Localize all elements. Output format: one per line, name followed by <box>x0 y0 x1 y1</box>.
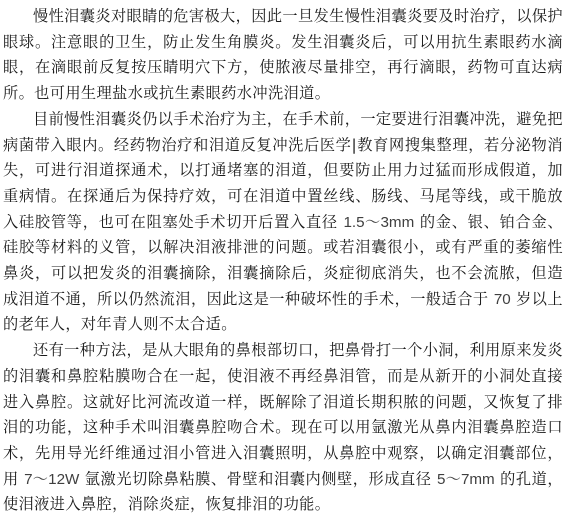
paragraph-3-text-a: 还有一种方法，是从大眼角的鼻根部切口，把鼻骨打一个小洞，利用原来发炎的泪囊和鼻腔粘膜吻合在一起，使泪液不再经鼻泪管，而是从新开的小洞处直接进入鼻腔。这就好比河流改道一样，既解除了泪道长期积脓的问题，又恢复了排泪的功能，这种手术叫泪囊鼻腔吻合术。现在可以用氩激光从鼻内泪囊鼻腔造口术，先用导光纤维通过泪小管进入泪囊照明，从鼻腔中观察，以确定泪囊部位，用 <box>3 341 563 488</box>
article-body <box>0 4 567 518</box>
paragraph-3-text-b: 氩激光切除鼻粘膜、骨壁和泪囊内侧壁，形成直径 <box>79 469 437 488</box>
age-value: 70 <box>493 290 511 308</box>
paragraph-2-text-c: 岁以上的老年人，对年青人则不太合适。 <box>3 289 563 334</box>
paragraph-1 <box>0 4 567 107</box>
paragraph-2-text-b: 的金、银、铂合金、硅胶等材料的义管，以解决泪液排泄的问题。或若泪囊很小，或有严重的萎缩性鼻炎，可以把发炎的泪囊摘除，泪囊摘除后，炎症彻底消失，也不会流脓，但造成泪道不通，所以仍然流泪，因此这是一种破坏性的手术，一般适合于 <box>3 212 563 308</box>
paragraph-3-text-c: 的孔道，使泪液进入鼻腔，消除炎症，恢复排泪的功能。 <box>3 469 563 514</box>
paragraph-3 <box>0 338 567 518</box>
laser-power-value: 7～12W <box>24 470 80 488</box>
paragraph-2-text-a: 目前慢性泪囊炎仍以手术治疗为主，在手术前，一定要进行泪囊冲洗，避免把病菌带入眼内。经药物治疗和泪道反复冲洗后医学|教育网搜集整理，若分泌物消失，可进行泪道探通术，以打通堵塞的泪道，但要防止用力过猛而形成假道，加重病情。在探通后为保持疗效，可在泪道中置丝线、肠线、马尾等线，或干脆放入硅胶管等，也可在阻塞处手术切开后置入直径 <box>3 109 563 231</box>
channel-diameter-value: 5～7mm <box>436 470 495 488</box>
paragraph-2 <box>0 107 567 338</box>
diameter-value: 1.5～3mm <box>343 213 415 231</box>
paragraph-1-text: 慢性泪囊炎对眼睛的危害极大，因此一旦发生慢性泪囊炎要及时治疗，以保护眼球。注意眼的卫生，防止发生角膜炎。发生泪囊炎后，可以用抗生素眼药水滴眼，在滴眼前反复按压睛明穴下方，使脓液尽量排空，再行滴眼，药物可直达病所。也可用生理盐水或抗生素眼药水冲洗泪道。 <box>3 7 563 103</box>
